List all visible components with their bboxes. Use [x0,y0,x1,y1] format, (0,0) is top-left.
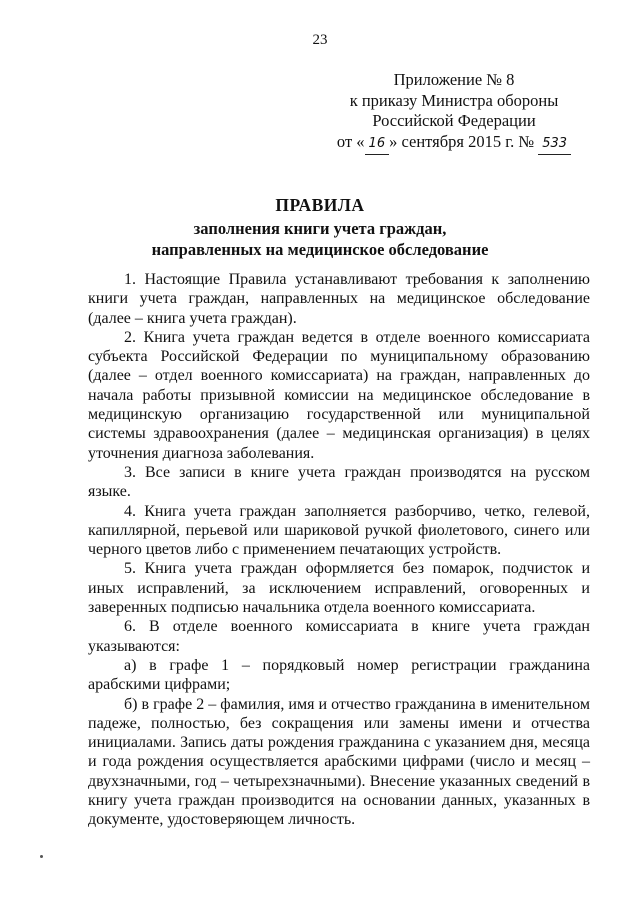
paragraph-3: 3. Все записи в книге учета граждан производятся на русском языке. [88,463,590,501]
paragraph-4: 4. Книга учета граждан заполняется разборчиво, четко, гелевой, капиллярной, перьевой или шариковой ручкой фиолетового, синего или черного цветов либо с применением печатающих устройств. [88,502,590,559]
title-sub-1: заполнения книги учета граждан, [193,219,447,238]
page-number: 23 [312,32,328,48]
date-middle: » сентября 2015 г. № [389,131,535,151]
scan-speck [40,855,43,858]
appendix-line-1: Приложение № 8 [393,70,515,89]
appendix-header [324,70,584,155]
date-prefix: от « [336,131,365,151]
appendix-date-line [324,132,584,156]
document-title [0,195,640,260]
paragraph-1: 1. Настоящие Правила устанавливают требования к заполнению книги учета граждан, направленных на медицинское обследование (далее – книга учета граждан). [88,271,590,327]
paragraph-6a: а) в графе 1 – порядковый номер регистрации гражданина арабскими цифрами; [88,656,590,694]
document-body [88,270,590,830]
appendix-line-2: к приказу Министра обороны [349,90,559,110]
paragraph-6b: б) в графе 2 – фамилия, имя и отчество гражданина в именительном падеже, полностью, без сокращения или замены имени и отчества инициалами. Запись даты рождения гражданина с указанием дня, месяца и года рождения осуществляется арабскими цифрами (число и месяц – двухзначными, год – четырехзначными). Внесение указанных сведений в книгу учета граждан производится на основании данных, указанных в документе, удостоверяющем личность. [88,695,590,829]
title-sub-2: направленных на медицинское обследование [151,240,489,259]
paragraph-6: 6. В отделе военного комиссариата в книге учета граждан указываются: [88,618,590,655]
order-number-handwritten: 533 [538,134,571,156]
appendix-line-3: Российской Федерации [372,111,536,130]
title-main: ПРАВИЛА [275,195,365,215]
paragraph-2: 2. Книга учета граждан ведется в отделе военного комиссариата субъекта Российской Федерации по муниципальному образованию (далее – отдел военного комиссариата) на граждан, направленных до начала работы призывной комиссии на медицинское обследование в медицинскую организацию государственной или муниципальной системы здравоохранения (далее – медицинская организация) в целях уточнения диагноза заболевания. [88,328,590,462]
paragraph-5: 5. Книга учета граждан оформляется без помарок, подчисток и иных исправлений, за исключением исправлений, оговоренных и заверенных подписью начальника отдела военного комиссариата. [88,560,590,617]
date-day-handwritten: 16 [365,134,390,156]
